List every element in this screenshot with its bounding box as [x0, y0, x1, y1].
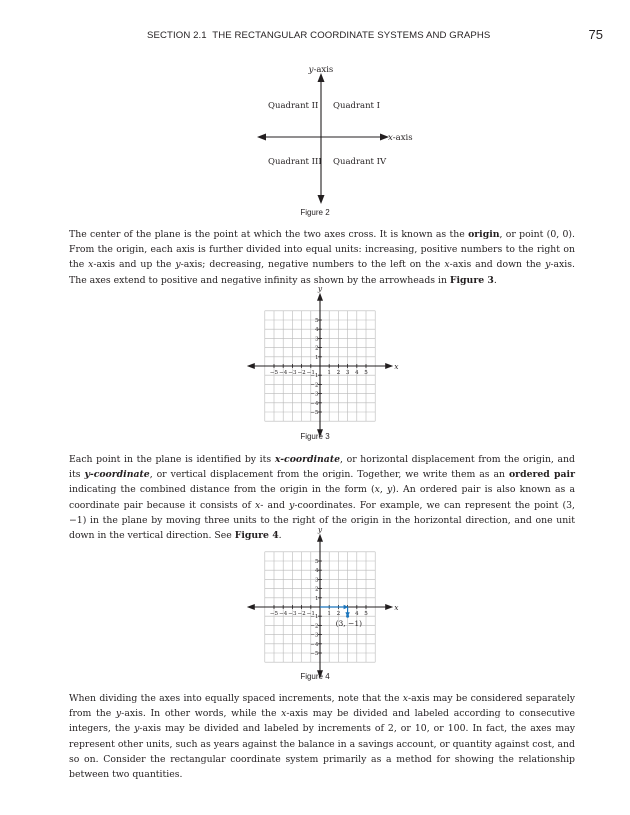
- x-axis-label: x-axis: [388, 133, 413, 143]
- x-axis-arrow-right: [385, 363, 393, 369]
- figure-2-caption: Figure 2: [300, 208, 330, 217]
- y-tick-label: −1: [310, 373, 319, 380]
- y-tick-label: −3: [310, 632, 319, 639]
- x-tick-label: −1: [306, 611, 315, 617]
- x-tick-label: 1: [327, 611, 331, 617]
- y-tick-label: −4: [310, 400, 319, 407]
- x-axis-variable-label: x: [394, 362, 399, 371]
- y-tick-label: −2: [310, 623, 319, 630]
- x-tick-label: −4: [279, 611, 288, 617]
- x-tick-label: 4: [355, 611, 359, 617]
- y-tick-label: 4: [314, 327, 319, 334]
- x-axis-arrow-left: [257, 134, 266, 141]
- y-tick-label: −4: [310, 641, 319, 648]
- x-tick-label: −1: [306, 370, 315, 376]
- page-number: 75: [588, 27, 603, 42]
- figure-3-coordinate-grid: [244, 285, 404, 425]
- figure-4-plotted-point: [244, 526, 404, 666]
- quadrant-iii-label: Quadrant III: [268, 157, 322, 167]
- y-tick-label: 2: [314, 345, 319, 352]
- quadrant-i-label: Quadrant I: [333, 101, 381, 111]
- y-tick-label: 4: [314, 568, 319, 575]
- y-tick-label: −1: [310, 614, 319, 621]
- paragraph-ordered-pair: Each point in the plane is identified by its x-coordinate, or horizontal displacement from the origin, and its y-coordinate, or vertical displacement from the origin. Together, we write them as an ordered pair indicating the combined distance from the origin in the form (x, y). An ordered pair is also known as a coordinate pair because it consists of x- and y-coordinates. For example, we can represent the point (3, −1) in the plane by moving three units to the right of the origin in the horizontal direction, and one unit down in the vertical direction. See Figure 4.: [69, 454, 575, 542]
- x-tick-label: 1: [327, 370, 331, 376]
- x-tick-label: −3: [288, 370, 297, 376]
- x-tick-label: 2: [336, 611, 341, 617]
- x-tick-label: −3: [288, 611, 297, 617]
- y-tick-label: 1: [314, 595, 319, 602]
- y-tick-label: 2: [314, 586, 319, 593]
- y-tick-label: −5: [310, 651, 319, 657]
- y-tick-label: −2: [310, 382, 319, 389]
- x-tick-label: 2: [336, 370, 341, 376]
- figure-3-caption: Figure 3: [300, 432, 330, 441]
- y-axis-arrow-up: [317, 534, 323, 542]
- paragraph-origin: The center of the plane is the point at which the two axes cross. It is known as the origin, or point (0, 0). From the origin, each axis is further divided into equal units: increasing, positive numbers to the right on the x-axis and up the y-axis; decreasing, negative numbers to the left on the x-axis and down the y-axis. The axes extend to positive and negative infinity as shown by the arrowheads in Figure 3.: [69, 229, 575, 286]
- y-tick-label: 5: [314, 559, 319, 565]
- x-tick-label: −2: [297, 611, 306, 617]
- x-tick-label: 5: [364, 611, 368, 617]
- y-tick-label: −5: [310, 410, 319, 416]
- x-tick-label: −4: [279, 370, 288, 376]
- y-axis-variable-label: y: [317, 283, 323, 293]
- section-label: SECTION 2.1: [147, 30, 207, 41]
- section-heading: [147, 30, 490, 41]
- x-axis-arrow-right: [385, 604, 393, 610]
- x-tick-label: 3: [345, 370, 350, 376]
- y-tick-label: 3: [314, 336, 319, 343]
- figure-2-quadrants: [250, 60, 430, 210]
- x-tick-label: −5: [269, 370, 279, 376]
- x-axis-variable-label: x: [394, 603, 399, 612]
- paragraph-axis-scaling: When dividing the axes into equally spaced increments, note that the x-axis may be considered separately from the y-axis. In other words, while the x-axis may be divided and labeled according to consecutive integers, the y-axis may be divided and labeled by increments of 2, or 10, or 100. In fact, the axes may represent other units, such as years against the balance in a savings account, or quantity against cost, and so on. Consider the rectangular coordinate system primarily as a method for showing the relationship between two quantities.: [69, 693, 576, 781]
- y-axis-variable-label: y: [317, 524, 323, 534]
- x-axis-arrow-left: [247, 363, 255, 369]
- y-axis-arrow-up: [317, 293, 323, 301]
- x-tick-label: 4: [355, 370, 359, 376]
- y-tick-label: 1: [314, 354, 319, 361]
- y-axis-arrow-down: [318, 195, 325, 204]
- x-axis-arrow-left: [247, 604, 255, 610]
- y-axis-label: y-axis: [308, 65, 334, 75]
- running-header: [0, 27, 630, 46]
- x-tick-label: −5: [269, 611, 279, 617]
- y-tick-label: 5: [314, 318, 319, 324]
- figure-4-caption: Figure 4: [300, 672, 330, 681]
- plotted-point: [346, 615, 349, 618]
- point-label: (3, −1): [335, 619, 363, 629]
- section-title: THE RECTANGULAR COORDINATE SYSTEMS AND GRAPHS: [212, 30, 491, 41]
- x-tick-label: 5: [364, 370, 368, 376]
- quadrant-ii-label: Quadrant II: [268, 101, 319, 111]
- quadrant-iv-label: Quadrant IV: [333, 157, 387, 167]
- x-tick-label: −2: [297, 370, 306, 376]
- y-tick-label: −3: [310, 391, 319, 398]
- y-tick-label: 3: [314, 577, 319, 584]
